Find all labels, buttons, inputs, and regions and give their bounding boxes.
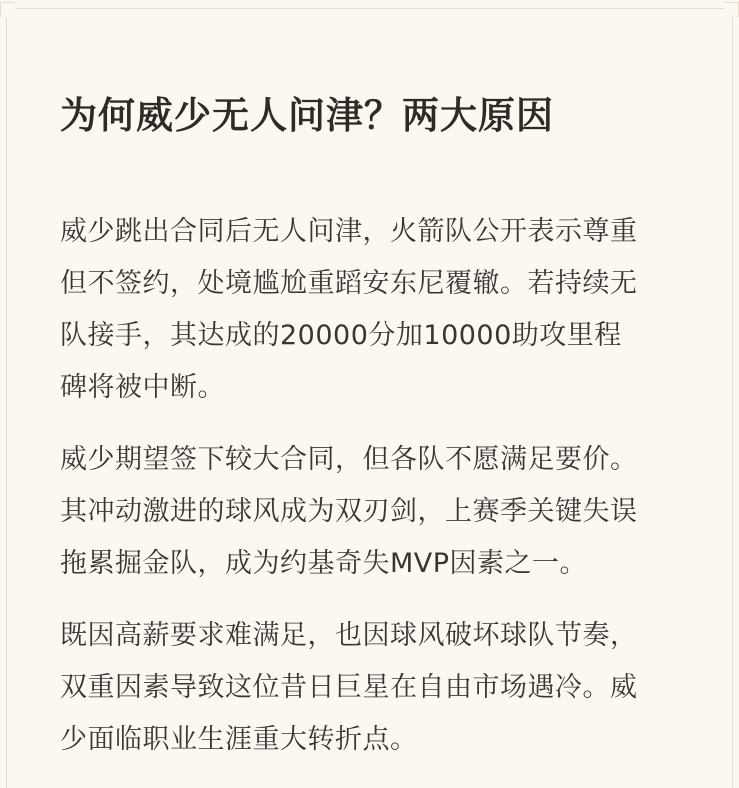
decorative-corner-right [724, 2, 739, 17]
paragraph-line: 双重因素导致这位昔日巨星在自由市场遇冷。威 [60, 672, 638, 703]
paragraph-line: 拖累掘金队，成为约基奇失MVP因素之一。 [60, 548, 588, 579]
paragraph-line: 队接手，其达成的20000分加10000助攻里程 [60, 320, 622, 351]
paragraph-line: 威少期望签下较大合同，但各队不愿满足要价。 [60, 444, 638, 475]
decorative-corner-left [0, 2, 15, 17]
paragraph-line: 其冲动激进的球风成为双刃剑，上赛季关键失误 [60, 496, 638, 527]
paragraph-line: 少面临职业生涯重大转折点。 [60, 724, 418, 755]
article-paragraph-3 [60, 610, 700, 766]
paragraph-line: 碑将被中断。 [60, 372, 225, 403]
article-paragraph-1 [60, 206, 700, 414]
article-paragraph-2 [60, 434, 700, 590]
paragraph-line: 威少跳出合同后无人问津，火箭队公开表示尊重 [60, 216, 638, 247]
paragraph-line: 既因高薪要求难满足，也因球风破坏球队节奏， [60, 620, 638, 651]
paragraph-line: 但不签约，处境尴尬重蹈安东尼覆辙。若持续无 [60, 268, 638, 299]
article-title: 为何威少无人问津？两大原因 [60, 94, 554, 137]
article [60, 92, 700, 766]
